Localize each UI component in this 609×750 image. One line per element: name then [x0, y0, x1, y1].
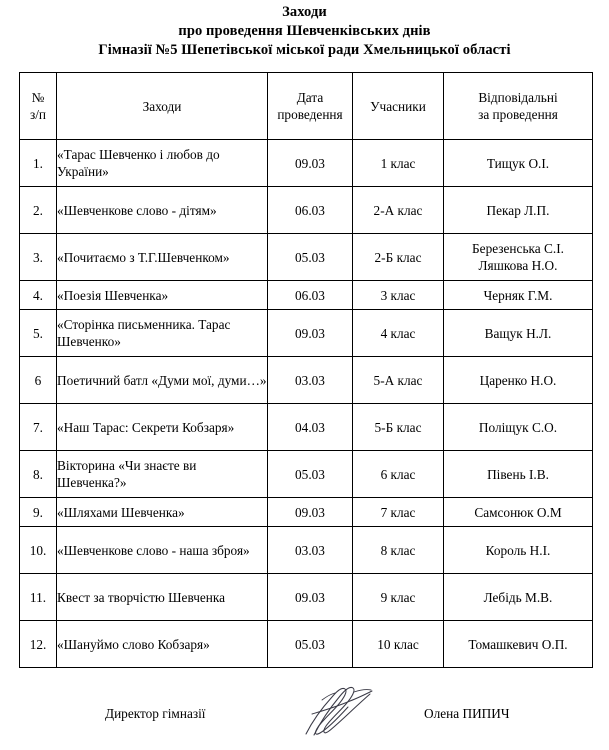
column-header-responsible [444, 73, 593, 140]
cell-responsible [444, 404, 593, 451]
cell-date: 09.03 [268, 140, 353, 187]
cell-number: 4. [20, 281, 57, 310]
cell-number: 10. [20, 527, 57, 574]
responsible-person: Півень І.В. [487, 466, 549, 482]
director-position-label: Директор гімназії [105, 706, 206, 721]
cell-responsible [444, 310, 593, 357]
cell-responsible [444, 234, 593, 281]
cell-participants: 9 клас [353, 574, 444, 621]
responsible-person: Черняк Г.М. [483, 287, 553, 303]
cell-participants: 8 клас [353, 527, 444, 574]
cell-participants: 5-А клас [353, 357, 444, 404]
cell-event-name: «Сторінка письменника. Тарас Шевченко» [57, 310, 268, 357]
cell-participants: 5-Б клас [353, 404, 444, 451]
cell-date: 03.03 [268, 527, 353, 574]
table-row [20, 234, 593, 281]
cell-date: 09.03 [268, 574, 353, 621]
column-header-number-line1: № [31, 90, 45, 105]
cell-number: 9. [20, 498, 57, 527]
cell-responsible [444, 527, 593, 574]
events-table [19, 72, 593, 668]
title-line-1: Заходи [282, 4, 327, 20]
cell-date: 06.03 [268, 187, 353, 234]
cell-number: 7. [20, 404, 57, 451]
handwritten-signature-icon [292, 678, 384, 740]
cell-participants: 1 клас [353, 140, 444, 187]
cell-event-name: «Поезія Шевченка» [57, 281, 268, 310]
column-header-responsible-line2: за проведення [478, 107, 558, 122]
column-header-date-line2: проведення [277, 107, 343, 122]
cell-date: 04.03 [268, 404, 353, 451]
responsible-person: Самсонюк О.М [474, 504, 562, 520]
cell-number: 5. [20, 310, 57, 357]
table-header [20, 73, 593, 140]
cell-event-name: «Тарас Шевченко і любов до України» [57, 140, 268, 187]
cell-responsible [444, 357, 593, 404]
cell-responsible [444, 621, 593, 668]
table-body [20, 140, 593, 668]
cell-number: 3. [20, 234, 57, 281]
responsible-person: Березенська С.І. [472, 241, 564, 256]
cell-date: 09.03 [268, 310, 353, 357]
responsible-person: Тищук О.І. [486, 155, 550, 171]
responsible-person: Томашкевич О.П. [468, 636, 568, 652]
responsible-person: Царенко Н.О. [479, 372, 557, 388]
cell-participants: 7 клас [353, 498, 444, 527]
responsible-person: Ващук Н.Л. [484, 325, 552, 341]
cell-event-name: «Почитаємо з Т.Г.Шевченком» [57, 234, 268, 281]
column-header-participants [353, 73, 444, 140]
responsible-person: Король Н.І. [485, 542, 551, 558]
cell-participants: 10 клас [353, 621, 444, 668]
cell-responsible [444, 140, 593, 187]
cell-date: 05.03 [268, 621, 353, 668]
cell-number: 6 [20, 357, 57, 404]
table-row [20, 140, 593, 187]
column-header-responsible-line1: Відповідальні [478, 90, 558, 105]
column-header-date [268, 73, 353, 140]
responsible-person: Поліщук С.О. [478, 419, 558, 435]
document-footer [0, 700, 609, 734]
table-row [20, 574, 593, 621]
title-line-2: про проведення Шевченківських днів [178, 23, 431, 39]
cell-participants: 4 клас [353, 310, 444, 357]
cell-number: 2. [20, 187, 57, 234]
events-table-container [19, 72, 592, 668]
column-header-date-line1: Дата [296, 90, 324, 105]
table-header-row [20, 73, 593, 140]
responsible-person: Пекар Л.П. [486, 202, 550, 218]
table-row [20, 498, 593, 527]
director-name: Олена ПИПИЧ [424, 706, 510, 721]
cell-participants: 3 клас [353, 281, 444, 310]
title-line-3: Гімназії №5 Шепетівської міської ради Хмельницької області [98, 42, 511, 58]
cell-number: 12. [20, 621, 57, 668]
table-row [20, 621, 593, 668]
table-row [20, 310, 593, 357]
cell-event-name: «Шевченкове слово - наша зброя» [57, 527, 268, 574]
cell-event-name: «Шануймо слово Кобзаря» [57, 621, 268, 668]
table-row [20, 451, 593, 498]
cell-participants: 2-Б клас [353, 234, 444, 281]
column-header-number [20, 73, 57, 140]
table-row [20, 281, 593, 310]
column-header-event-label: Заходи [142, 98, 182, 114]
responsible-person: Лебідь М.В. [483, 589, 553, 605]
cell-event-name: Поетичний батл «Думи мої, думи…» [57, 357, 268, 404]
cell-event-name: Квест за творчістю Шевченка [57, 574, 268, 621]
document-title [0, 0, 609, 60]
cell-date: 09.03 [268, 498, 353, 527]
cell-number: 1. [20, 140, 57, 187]
cell-event-name: Вікторина «Чи знаєте ви Шевченка?» [57, 451, 268, 498]
cell-responsible [444, 187, 593, 234]
cell-participants: 6 клас [353, 451, 444, 498]
column-header-event [57, 73, 268, 140]
responsible-person: Ляшкова Н.О. [478, 258, 558, 273]
cell-responsible [444, 574, 593, 621]
cell-date: 06.03 [268, 281, 353, 310]
cell-event-name: «Наш Тарас: Секрети Кобзаря» [57, 404, 268, 451]
cell-date: 03.03 [268, 357, 353, 404]
cell-number: 11. [20, 574, 57, 621]
table-row [20, 404, 593, 451]
cell-date: 05.03 [268, 451, 353, 498]
cell-date: 05.03 [268, 234, 353, 281]
cell-number: 8. [20, 451, 57, 498]
cell-responsible [444, 281, 593, 310]
cell-participants: 2-А клас [353, 187, 444, 234]
cell-event-name: «Шляхами Шевченка» [57, 498, 268, 527]
cell-responsible [444, 451, 593, 498]
column-header-participants-label: Учасники [370, 98, 426, 114]
table-row [20, 187, 593, 234]
cell-event-name: «Шевченкове слово - дітям» [57, 187, 268, 234]
table-row [20, 357, 593, 404]
column-header-number-line2: з/п [29, 107, 47, 122]
cell-responsible [444, 498, 593, 527]
table-row [20, 527, 593, 574]
